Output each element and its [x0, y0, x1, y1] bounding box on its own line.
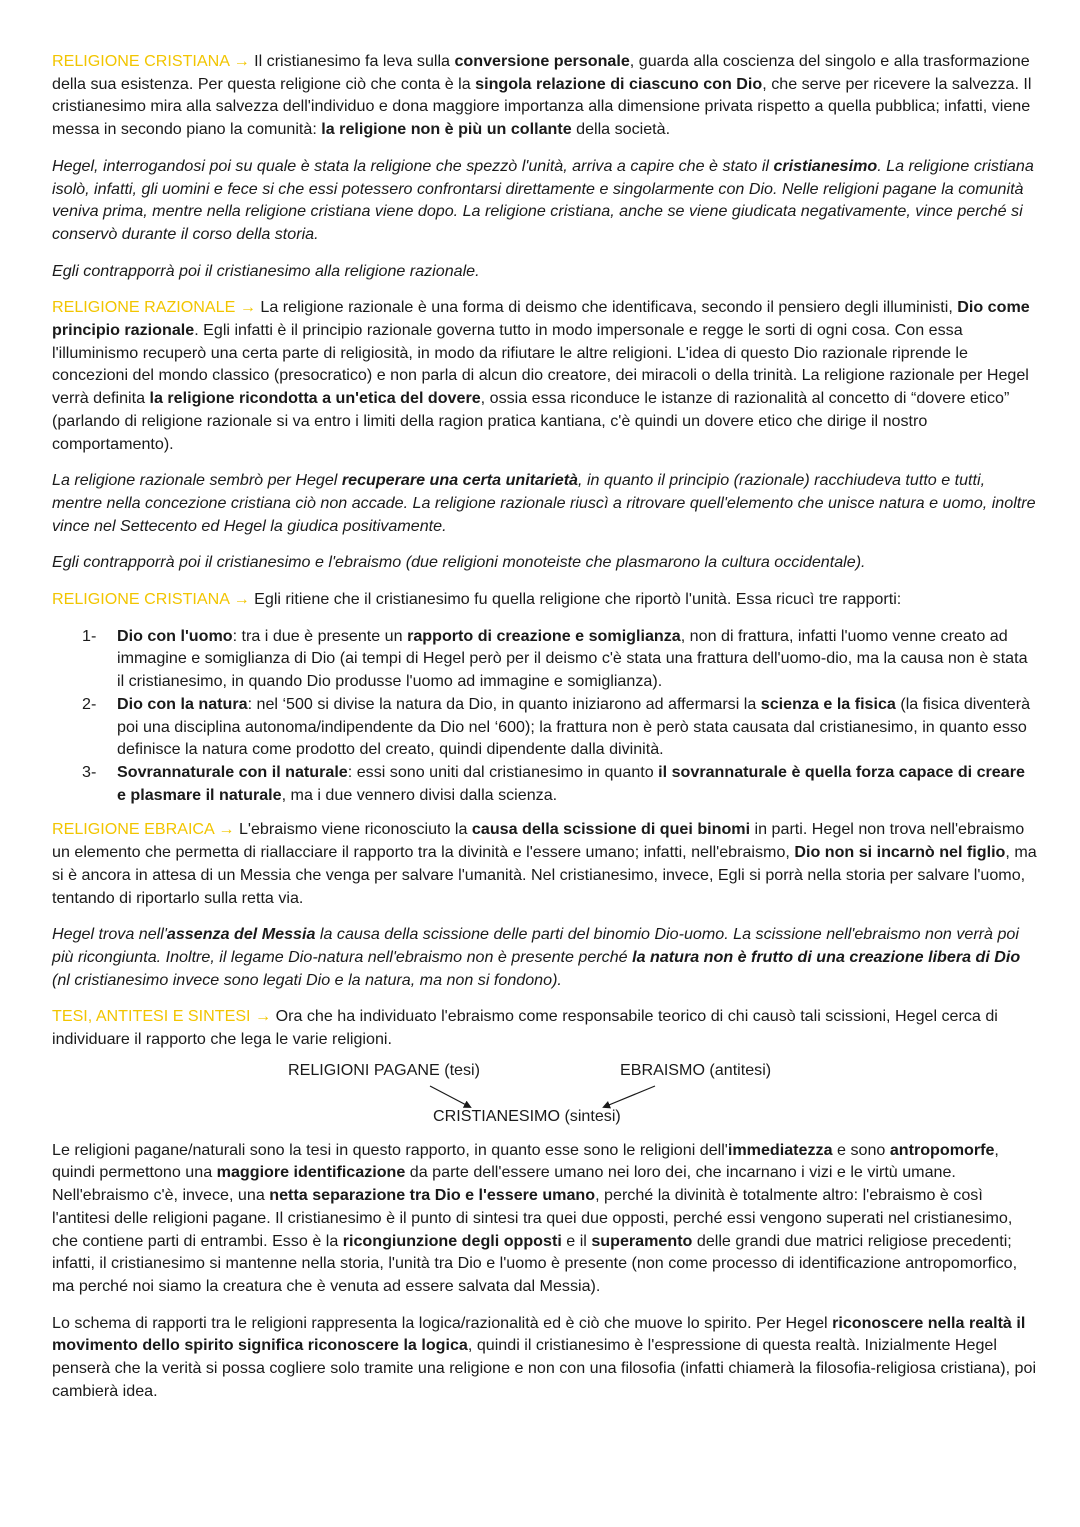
arrow-tesi-sintesi: [430, 1086, 470, 1107]
arrow-right-icon: →: [255, 1007, 272, 1026]
arrow-antitesi-sintesi: [604, 1086, 655, 1107]
document-page: [52, 50, 1037, 1416]
list-item: 1- Dio con l'uomo: tra i due è presente un rapporto di creazione e somiglianza, non di frattura, infatti l'uomo venne creato ad immagine e somiglianza di Dio (ai tempi di Hegel però per il deismo c'è stata una frattura dell'uomo-dio, ma la causa non è stata il cristianesimo, in quando Dio produsse l'uomo ad immagine e somiglianza).: [82, 626, 1028, 691]
section-heading: RELIGIONE EBRAICA →: [52, 820, 235, 839]
list-item: 2- Dio con la natura: nel ‘500 si divise la natura da Dio, in quanto iniziarono ad affermarsi la scienza e la fisica (la fisica diventerà poi una disciplina autonoma/indipendente da Dio nel ‘600); la frattura non è però stata causata dal cristianesimo, in quanto esso definisce la natura come prodotto del creato, quindi dipendente dalla divinità.: [82, 694, 1031, 759]
section-heading: RELIGIONE RAZIONALE →: [52, 298, 256, 317]
list-item: 3- Sovrannaturale con il naturale: essi sono uniti dal cristianesimo in quanto il sovrannaturale è quella forza capace di creare e plasmare il naturale, ma i due vennero divisi dalla scienza.: [82, 762, 1025, 804]
diagram-antitesi-label: EBRAISMO (antitesi): [620, 1060, 772, 1079]
section-heading: RELIGIONE CRISTIANA →: [52, 52, 250, 70]
paragraph-spirito: Lo schema di rapporti tra le religioni rappresenta la logica/razionalità ed è ciò che muove lo spirito. Per Hegel riconoscere nella realtà il movimento dello spirito significa riconoscere la logica, quindi il cristianesimo è l'espressione di questa realtà. Inizialmente Hegel penserà che la verità si possa cogliere solo tramite una religione e non con una filosofia (infatti chiamerà la filosofia-religiosa cristiana), poi cambierà idea.: [52, 1313, 1037, 1400]
paragraph-contrapposizione-2: Egli contrapporrà poi il cristianesimo e l'ebraismo (due religioni monoteiste che plasmarono la cultura occidentale).: [52, 553, 866, 572]
diagram-sintesi-label: CRISTIANESIMO (sintesi): [433, 1106, 621, 1125]
paragraph-cristiana-1: RELIGIONE CRISTIANA → Il cristianesimo fa leva sulla conversione personale, guarda alla coscienza del singolo e alla trasformazione della sua esistenza. Per questa religione ciò che conta è la singola relazione di ciascuno con Dio, che serve per ricevere la salvezza. Il cristianesimo mira alla salvezza dell'individuo e dona maggiore importanza alla dimensione privata rispetto a quella pubblica; infatti, viene messa in secondo piano la comunità: la religione non è più un collante della società.: [52, 52, 1032, 139]
paragraph-hegel-razionale: La religione razionale sembrò per Hegel recuperare una certa unitarietà, in quanto il principio (razionale) racchiudeva tutto e tutti, mentre nella concezione cristiana ciò non accade. La religione razionale riuscì a ritrovare quell'elemento che unisce natura e uomo, inoltre vince nel Settecento ed Hegel la giudica positivamente.: [52, 471, 1036, 535]
dialectic-diagram: [52, 1057, 1037, 1133]
arrow-right-icon: →: [239, 298, 256, 317]
arrow-right-icon: →: [233, 590, 250, 609]
arrow-right-icon: →: [218, 820, 235, 839]
arrow-right-icon: →: [233, 52, 250, 70]
paragraph-sintesi: Le religioni pagane/naturali sono la tesi in questo rapporto, in quanto esse sono le religioni dell'immediatezza e sono antropomorfe, quindi permettono una maggiore identificazione da parte dell'essere umano nei loro dei, che incarnano i vizi e le virtù umane. Nell'ebraismo c'è, invece, una netta separazione tra Dio e l'essere umano, perché la divinità è totalmente altro: l'ebraismo è così l'antitesi delle religioni pagane. Il cristianesimo è il punto di sintesi tra quei due opposti, perché essi vengono superati nel cristianesimo, che contiene parti di entrambi. Esso è la ricongiunzione degli opposti e il superamento delle grandi due matrici religiose precedenti; infatti, il cristianesimo si mantenne nella storia, l'unità tra Dio e l'uomo è presente (non come processo di identificazione antropomorfico, ma perché noi siamo la creatura che è venuta ad essere salvata dal Messia).: [52, 1140, 1018, 1295]
paragraph-hegel-messia: Hegel trova nell'assenza del Messia la causa della scissione delle parti del binomio Dio-uomo. La scissione nell'ebraismo non verrà poi più ricongiunta. Inoltre, il legame Dio-natura nell'ebraismo non è presente perché la natura non è frutto di una creazione libera di Dio (nl cristianesimo invece sono legati Dio e la natura, ma non si fondono).: [52, 925, 1021, 989]
paragraph-razionale: RELIGIONE RAZIONALE → La religione razionale è una forma di deismo che identificava, secondo il pensiero degli illuministi, Dio come principio razionale. Egli infatti è il principio razionale governa tutto in modo impersonale e regge le sorti di ogni cosa. Con essa l'illuminismo recuperò una certa parte di religiosità, in modo da rifiutare le altre religioni. L'idea di questo Dio razionale riprende le concezioni del mondo classico (presocratico) e non parla di alcun dio creatore, dei miracoli o della trinità. La religione razionale per Hegel verrà definita la religione ricondotta a un'etica del dovere, ossia essa riconduce le istanze di razionalità al concetto di “dovere etico” (parlando di religione razionale si va entro i limiti della ragion pratica kantiana, c'è quindi un dovere etico che dirige il nostro comportamento).: [52, 298, 1030, 453]
paragraph-cristiana-2: RELIGIONE CRISTIANA → Egli ritiene che il cristianesimo fu quella religione che riportò l'unità. Essa ricucì tre rapporti:: [52, 590, 902, 609]
paragraph-tesi-antitesi: TESI, ANTITESI E SINTESI → Ora che ha individuato l'ebraismo come responsabile teorico di chi causò tali scissioni, Hegel cerca di individuare il rapporto che lega le varie religioni.: [52, 1007, 998, 1049]
section-heading: TESI, ANTITESI E SINTESI →: [52, 1007, 272, 1026]
paragraph-ebraica: RELIGIONE EBRAICA → L'ebraismo viene riconosciuto la causa della scissione di quei binomi in parti. Hegel non trova nell'ebraismo un elemento che permetta di riallacciare il rapporto tra la divinità e l'essere umano; infatti, nell'ebraismo, Dio non si incarnò nel figlio, ma si è ancora in attesa di un Messia che venga per salvare l'umanità. Nel cristianesimo, invece, Egli si porrà nella storia per salvare l'uomo, tentando di riportarlo sulla retta via.: [52, 820, 1037, 907]
numbered-list: [52, 625, 1037, 807]
diagram-tesi-label: RELIGIONI PAGANE (tesi): [288, 1060, 480, 1079]
section-heading: RELIGIONE CRISTIANA →: [52, 590, 250, 609]
paragraph-contrapposizione-1: Egli contrapporrà poi il cristianesimo alla religione razionale.: [52, 261, 480, 280]
paragraph-hegel-cristianesimo: Hegel, interrogandosi poi su quale è stata la religione che spezzò l'unità, arriva a capire che è stato il cristianesimo. La religione cristiana isolò, infatti, gli uomini e fece si che essi potessero confrontarsi direttamente e singolarmente con Dio. Nelle religioni pagane la comunità veniva prima, mentre nella religione cristiana viene dopo. La religione cristiana, anche se viene giudicata negativamente, vince perché si conservò durante il corso della storia.: [52, 156, 1034, 243]
